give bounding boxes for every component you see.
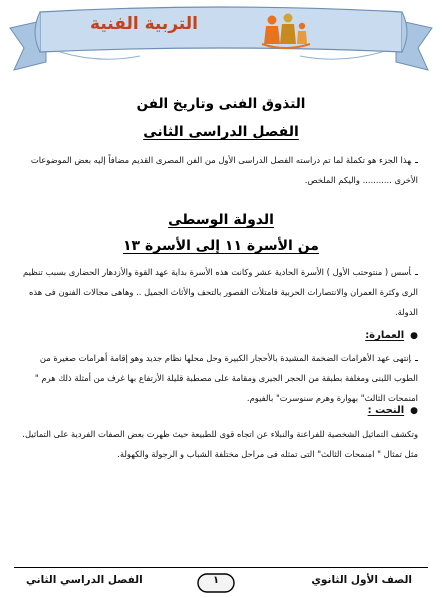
founder-text: أسس ( منتوحتب الأول ) الأسرة الحادية عشر وكانت هذه الأسرة بداية عهد القوة والأزدهار الحضارى بسبب تنظيم الرى وكثرة العمران والانتصارات الحربية فامتلأت القصور بالتحف والأثاث الجميل .. وهاهى مجالات الفنون فى هذه الدولة. [23,267,418,317]
dash-marker: ـ [415,267,418,277]
architecture-text: إنتهى عهد الأهرامات الضخمة المشيدة بالأحجار الكبيرة وحل محلها نظام جديد وهو إقامة أهرامات صغيرة من الطوب اللبنى ومغلفة بطبقة من الحجر الجيرى ومقامة على مصطبة قليلة الأرتفاع بها غرف من أمثلة ذلك هرم " امنمحات الثالث" بهوارة وهرم سنوسرت" بالفيوم. [34,353,418,403]
header-banner [0,0,442,84]
term-heading: الفصل الدراسى الثانى [143,124,299,140]
banner-title: التربية الفنية [90,14,198,34]
page-title: التذوق الفنى وتاريخ الفن [136,96,306,112]
founder-paragraph [16,262,418,322]
footer-term: الفصل الدراسي الثاني [26,574,143,586]
architecture-heading-text: العمارة: [365,330,405,341]
bullet-icon: ● [410,331,418,341]
sculpture-heading [368,405,418,416]
intro-text: هذا الجزء هو تكملة لما تم دراسته الفصل الدراسى الأول من الفن المصرى القديم مضافاً إليه بعض الموضوعات الأخرى ........... واليكم الملخص. [30,155,418,185]
dash-marker: ـ [415,353,418,363]
section-subtitle: من الأسرة ١١ إلى الأسرة ١٣ [123,238,319,254]
section-title: الدولة الوسطى [168,212,274,228]
architecture-paragraph [16,348,418,408]
dash-marker: ـ [415,155,418,165]
sculpture-paragraph: وتكشف التماثيل الشخصية للفراعنة والنبلاء عن اتجاه قوى للطبيعة حيث ظهرت بعض الصفات الفردية على التماثيل. مثل تمثال " امنمحات الثالث" التى تمثله فى مراحل مختلفة الشباب و الرجولة والكهولة. [22,429,418,459]
page-number: ١ [212,575,220,586]
footer-grade: الصف الأول الثانوي [311,574,412,586]
intro-paragraph [18,150,418,190]
sculpture-heading-text: النحت : [367,405,405,416]
architecture-heading [365,330,418,341]
bullet-icon: ● [410,406,418,416]
footer-divider [14,567,428,568]
